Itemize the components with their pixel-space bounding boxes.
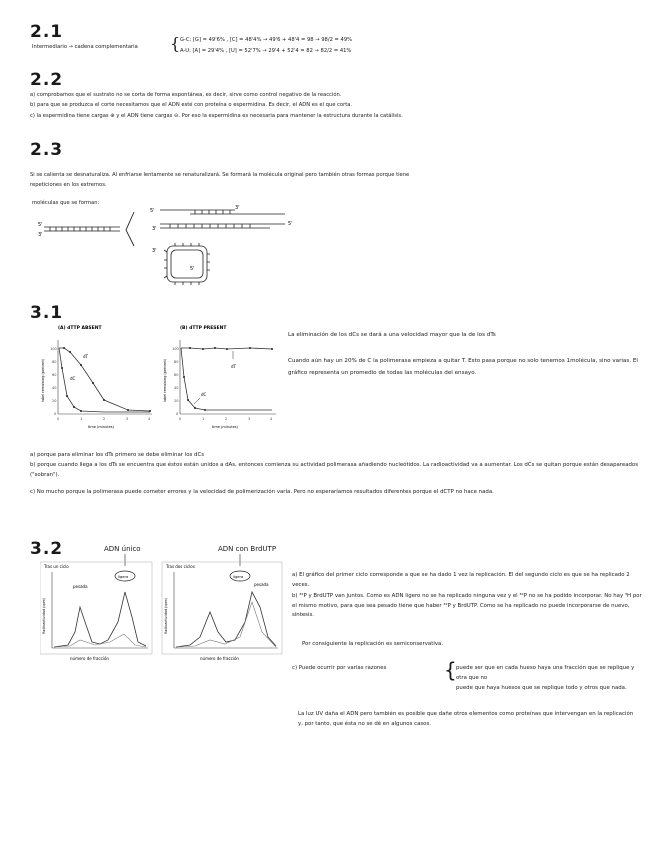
s21-line1: G-C: [G] = 49'6% , [C] = 48'4% → 49'6 + 48'4 = 98 → 98/2 = 49%: [180, 37, 353, 43]
svg-text:40: 40: [174, 386, 179, 390]
s31-item-a: a) porque para eliminar los dTs primero se debe eliminar los dCs: [30, 452, 205, 458]
chartA-xticks: [57, 417, 151, 421]
s23-paragraph-line1: Si se calienta se desnaturaliza. Al enfriarse lentamente se renaturalizará. Se formará la molécula original pero también otras formas porque tiene: [30, 172, 410, 178]
s22-item-c: c) la espermidina tiene cargas ⊕ y el ADN tiene cargas ⊖. Por eso la espermidina es necesaria para mantener la estructura durante la catálisis.: [30, 113, 403, 119]
svg-text:3: 3: [248, 417, 251, 421]
svg-text:80: 80: [52, 360, 57, 364]
top-5prime: 5': [150, 208, 155, 214]
svg-text:0: 0: [54, 412, 57, 416]
svg-text:0: 0: [176, 412, 179, 416]
s32-c-reason1: puede ser que en cada hueso haya una fracción que se replique y otra que no: [456, 665, 635, 681]
chartB-title: (B) dTTP PRESENT: [180, 326, 227, 331]
chartB-ylabel: label remaining (percent): [163, 358, 167, 402]
chartA-xlabel: time (minutes): [88, 425, 114, 429]
svg-text:1: 1: [80, 417, 83, 421]
annotation-adn-unico: ADN único: [104, 545, 141, 553]
top-3prime: 3': [235, 205, 240, 211]
dna-molecules-diagram: [30, 200, 300, 292]
chartA-label-ligera: ligera: [118, 575, 129, 579]
section-3-1-heading: 3.1: [30, 303, 64, 323]
svg-text:20: 20: [174, 399, 179, 403]
svg-text:80: 80: [174, 360, 179, 364]
svg-text:0: 0: [57, 417, 60, 421]
chartB-xlabel: time (minutes): [212, 425, 238, 429]
chartB-line: [176, 592, 276, 647]
chartB-line2: [176, 602, 276, 647]
s32-item-a: a) El gráfico del primer ciclo corresponde a que se ha dado 1 vez la replicación. El del segundo ciclo es que se ha replicado 2 veces.: [292, 572, 630, 588]
svg-text:4: 4: [270, 417, 273, 421]
chartB-title: Tras dos ciclos: [166, 564, 195, 569]
chartA-ylabel: Radioactividad (cpm): [42, 597, 46, 634]
chartA-axes: [52, 572, 148, 648]
chartA-label-dC: dC: [70, 376, 76, 381]
s23-formed-label: moléculas que se forman:: [32, 200, 100, 206]
svg-text:100: 100: [50, 347, 57, 351]
s22-item-a: a) comprobamos que el sustrato no se corta de forma espontánea, es decir, sirve como control negativo de la reacción.: [30, 92, 342, 98]
duplex-top: [160, 210, 285, 214]
brace: {: [170, 34, 181, 53]
chartA-ylabel: label remaining (percent): [41, 358, 45, 402]
circular-molecule: [164, 243, 210, 285]
chartB-frame: [162, 562, 282, 654]
svg-text:4: 4: [148, 417, 151, 421]
s22-item-b: b) para que se produzca el corte necesitamos que el ADN esté con proteína o espermidina. Es decir, el ADN es el que corta.: [30, 102, 353, 108]
s32-conclusion: Por consiguiente la replicación es semiconservativa.: [302, 641, 444, 647]
s32-item-b: b) ³²P y BrdUTP van juntos. Como es ADN ligero no se ha replicado ninguna vez y el ³²P no se ha podido incorporar. No hay ³H por el mismo motivo, para que sea pesado tiene que haber ³²P y BrdUTP. Como se ha replicado no puede incorporarse de nuevo, síntesis.: [292, 593, 642, 618]
s31-text1: La eliminación de los dCs se dará a una velocidad mayor que la de los dTs: [288, 332, 496, 338]
chartB-ylabel: Radioactividad (cpm): [164, 597, 168, 634]
chartB-xticks: [179, 417, 273, 421]
svg-text:0: 0: [179, 417, 182, 421]
svg-text:3: 3: [126, 417, 129, 421]
chartA-yticks: [50, 347, 57, 416]
s21-line2: A-U: [A] = 29'4% , [U] = 52'7% → 29'4 + 52'4 = 82 → 82/2 = 41%: [180, 48, 352, 54]
s31-item-c: c) No mucho porque la polimerasa puede cometer errores y la velocidad de polimerización varía. Pero no esperaríamos resultados diferentes porque el dCTP no hace nada.: [30, 489, 494, 495]
s23-paragraph-line2: repeticiones en los extremos.: [30, 182, 107, 188]
s31-text2: Cuando aún hay un 20% de C la polimerasa empieza a quitar T. Esto pasa porque no solo tenemos 1molécula, sino varias. El gráfico representa un promedio de todas las moléculas del ensayo.: [288, 358, 638, 376]
left-3prime: 3': [38, 232, 43, 238]
chartA-xlabel: número de fracción: [70, 656, 109, 661]
chartB-label-pesada: pesada: [254, 582, 269, 587]
s32-item-c-intro: c) Puede ocurrir por varias razones: [292, 665, 387, 671]
svg-text:20: 20: [52, 399, 57, 403]
chartA-title: (A) dTTP ABSENT: [58, 326, 102, 331]
section-2-2-heading: 2.2: [30, 70, 64, 90]
section-2-1-heading: 2.1: [30, 22, 64, 42]
s32-c-reason2: puede que haya huesos que se replique todo y otros que nada.: [456, 685, 627, 691]
svg-text:2: 2: [225, 417, 228, 421]
chartB-label-dT: dT: [231, 364, 236, 369]
svg-text:60: 60: [174, 373, 179, 377]
chartB-dC-line: [181, 348, 272, 410]
duplex-left: [44, 227, 120, 231]
chart-3-1: [40, 322, 280, 440]
chartA-line: [54, 592, 146, 647]
circ-5prime: 5': [190, 266, 195, 272]
duplex-middle: [160, 224, 285, 228]
chartB-label-ligera: ligera: [233, 575, 244, 579]
svg-text:100: 100: [172, 347, 179, 351]
annotation-adn-brdutp: ADN con BrdUTP: [218, 545, 277, 553]
chartB-yticks: [172, 347, 179, 416]
chartB-axes: [180, 340, 276, 414]
chartB-label-dC: dC: [201, 392, 207, 397]
chartA-label-dT: dT: [83, 354, 88, 359]
branch-brace: [126, 212, 134, 246]
svg-text:60: 60: [52, 373, 57, 377]
section-2-3-heading: 2.3: [30, 140, 64, 160]
chartA-title: Tras un ciclo: [44, 564, 69, 569]
s31-item-b: b) porque cuando llega a los dTs se encuentra que éstos están unidos a dAs, entonces comienza su actividad polimerasa añadiendo nucleótidos. La radioactividad va a aumentar. Los dCs se quitan porque están desapareados ("sobran").: [30, 462, 639, 478]
left-5prime: 5': [38, 222, 43, 228]
c-brace: {: [444, 658, 457, 682]
mid-5prime: 5': [288, 221, 293, 227]
mid-3prime: 3': [152, 226, 157, 232]
chart-3-2: [40, 552, 285, 670]
s21-intro: Intermediario → cadena complementaria: [32, 44, 138, 50]
svg-text:40: 40: [52, 386, 57, 390]
section-3-2-heading: 3.2: [30, 539, 64, 559]
s32-uv-paragraph: La luz UV daña el ADN pero también es posible que dañe otros elementos como proteínas que intervengan en la replicación y, por tanto, que ésta no se dé en algunos casos.: [298, 711, 634, 727]
chartB-xlabel: número de fracción: [200, 656, 239, 661]
svg-text:1: 1: [202, 417, 205, 421]
svg-text:2: 2: [103, 417, 106, 421]
chartA-label-pesada: pesada: [73, 584, 88, 589]
circ-3prime: 3': [152, 248, 157, 254]
